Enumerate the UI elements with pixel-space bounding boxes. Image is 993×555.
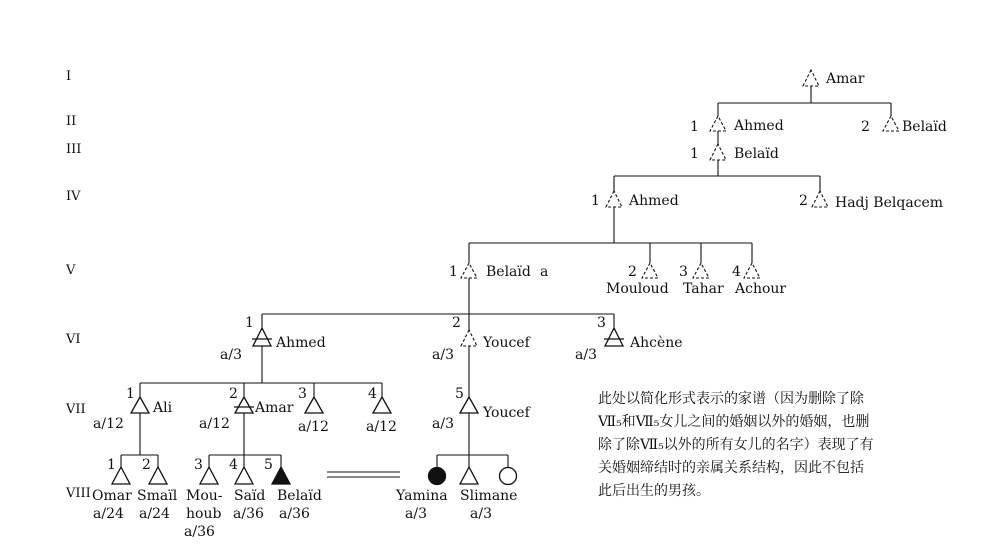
male-ancestor-symbol: [710, 144, 726, 160]
male-ancestor-symbol: [461, 263, 477, 278]
num-ali-vii: 1: [126, 386, 135, 402]
label-amar-vii: Amar: [255, 400, 294, 416]
num-child4-vii: 4: [368, 386, 377, 402]
age-child4-vii: a/12: [366, 419, 397, 435]
label-achour-v: Achour: [735, 281, 787, 297]
num-belaid-viii: 5: [264, 457, 273, 473]
label-belaid-iii: Belaïd: [734, 146, 779, 162]
label-ali-vii: Ali: [153, 400, 173, 416]
num-said-viii: 4: [229, 457, 238, 473]
label-tahar-v: Tahar: [683, 281, 724, 297]
label-youcef-vii: Youcef: [483, 405, 530, 421]
male-ancestor-symbol: [812, 191, 828, 207]
num-youcef-vii: 5: [455, 386, 464, 402]
num-amar-vii: 2: [229, 386, 238, 402]
num-ahmed-ii: 1: [690, 119, 699, 135]
male-symbol: [605, 328, 623, 346]
num-tahar-v: 3: [679, 264, 688, 280]
male-symbol: [253, 328, 271, 346]
label-said-viii: Saïd: [234, 488, 266, 504]
ego-female-symbol: [429, 468, 446, 485]
male-ancestor-symbol: [803, 70, 819, 86]
label-smail-viii: Smaïl: [137, 488, 178, 504]
male-ancestor-symbol: [883, 116, 899, 131]
male-ancestor-symbol: [642, 263, 658, 278]
age-ahmed-vi: a/3: [220, 347, 242, 363]
label-ahcene-vi: Ahcène: [630, 335, 683, 351]
male-ancestor-symbol: [710, 116, 726, 131]
gen-label-8: VIII: [66, 486, 91, 501]
label-omar-viii: Omar: [92, 488, 132, 504]
label-ahmed-vi: Ahmed: [276, 335, 326, 351]
age-ahcene-vi: a/3: [575, 347, 597, 363]
male-ancestor-symbol: [693, 263, 709, 278]
male-symbol: [305, 397, 323, 413]
age-youcef-vi: a/3: [432, 347, 454, 363]
num-ahmed-iv: 1: [591, 193, 600, 209]
num-mouhoub-viii: 3: [194, 457, 203, 473]
gen-label-1: I: [66, 69, 72, 84]
label-ahmed-iv: Ahmed: [629, 193, 679, 209]
label-mouhoub-viii-2: houb: [186, 506, 222, 522]
age-ali-vii: a/12: [93, 416, 124, 432]
label-mouhoub-viii-1: Mou-: [186, 488, 223, 504]
age-belaid-viii: a/36: [279, 506, 310, 522]
age-smail-viii: a/24: [139, 506, 170, 522]
note-line-5: 此后出生的男孩。: [598, 483, 710, 499]
num-belaid-v: 1: [449, 264, 458, 280]
male-ancestor-symbol: [606, 191, 622, 207]
gen-label-5: V: [66, 263, 76, 278]
num-child3-vii: 3: [298, 386, 307, 402]
gen-label-7: VII: [66, 402, 86, 417]
age-said-viii: a/36: [233, 506, 264, 522]
num-achour-v: 4: [732, 264, 741, 280]
age-amar-vii: a/12: [199, 416, 230, 432]
note-line-2: Ⅶ₅和Ⅶ₅女儿之间的婚姻以外的婚姻，也删: [598, 414, 870, 430]
age-omar-viii: a/24: [93, 506, 124, 522]
num-mouloud-v: 2: [628, 264, 637, 280]
age-youcef-vii: a/3: [432, 416, 454, 432]
label-ahmed-ii: Ahmed: [734, 118, 784, 134]
num-hadj-iv: 2: [799, 193, 808, 209]
note-line-1: 此处以简化形式表示的家谱（因为删除了除: [598, 391, 864, 407]
male-symbol: [149, 467, 167, 484]
note-line-3: 除了除Ⅶ₅以外的所有女儿的名字）表现了有: [598, 437, 874, 453]
label-belaid-viii: Belaïd: [277, 488, 322, 504]
female-symbol: [500, 468, 517, 485]
num-youcef-vi: 2: [452, 315, 461, 331]
male-ancestor-symbol: [461, 330, 477, 346]
label-youcef-vi: Youcef: [483, 335, 530, 351]
ego-male-symbol: [272, 467, 290, 484]
label-hadj-iv: Hadj Belqacem: [835, 195, 944, 211]
male-ancestor-symbol: [744, 263, 760, 278]
label-mouloud-v: Mouloud: [606, 281, 669, 297]
age-child3-vii: a/12: [298, 419, 329, 435]
age-yamina-viii: a/3: [405, 506, 427, 522]
label-amar-i: Amar: [826, 71, 865, 87]
num-belaid-iii: 1: [690, 146, 699, 162]
label-yamina-viii: Yamina: [396, 488, 448, 504]
note-line-4: 关婚姻缔结时的亲属关系结构，因此不包括: [598, 460, 864, 476]
generation-labels: [65, 69, 91, 501]
gen-label-6: VI: [66, 332, 81, 347]
num-ahcene-vi: 3: [597, 315, 606, 331]
num-belaid-ii: 2: [861, 119, 870, 135]
num-omar-viii: 1: [107, 457, 116, 473]
label-belaid-ii: Belaïd: [902, 119, 947, 135]
label-belaid-v: Belaïd: [486, 264, 531, 280]
num-ahmed-vi: 1: [245, 315, 254, 331]
age-slimane-viii: a/3: [470, 506, 492, 522]
age-mouhoub-viii: a/36: [184, 524, 215, 540]
gen-label-3: III: [66, 142, 82, 157]
male-symbol: [460, 467, 478, 484]
mark-belaid-v: a: [540, 264, 549, 280]
num-smail-viii: 2: [142, 457, 151, 473]
gen-label-2: II: [66, 114, 77, 129]
gen-label-4: IV: [66, 189, 81, 204]
explanatory-note: [597, 390, 874, 499]
label-slimane-viii: Slimane: [460, 488, 518, 504]
